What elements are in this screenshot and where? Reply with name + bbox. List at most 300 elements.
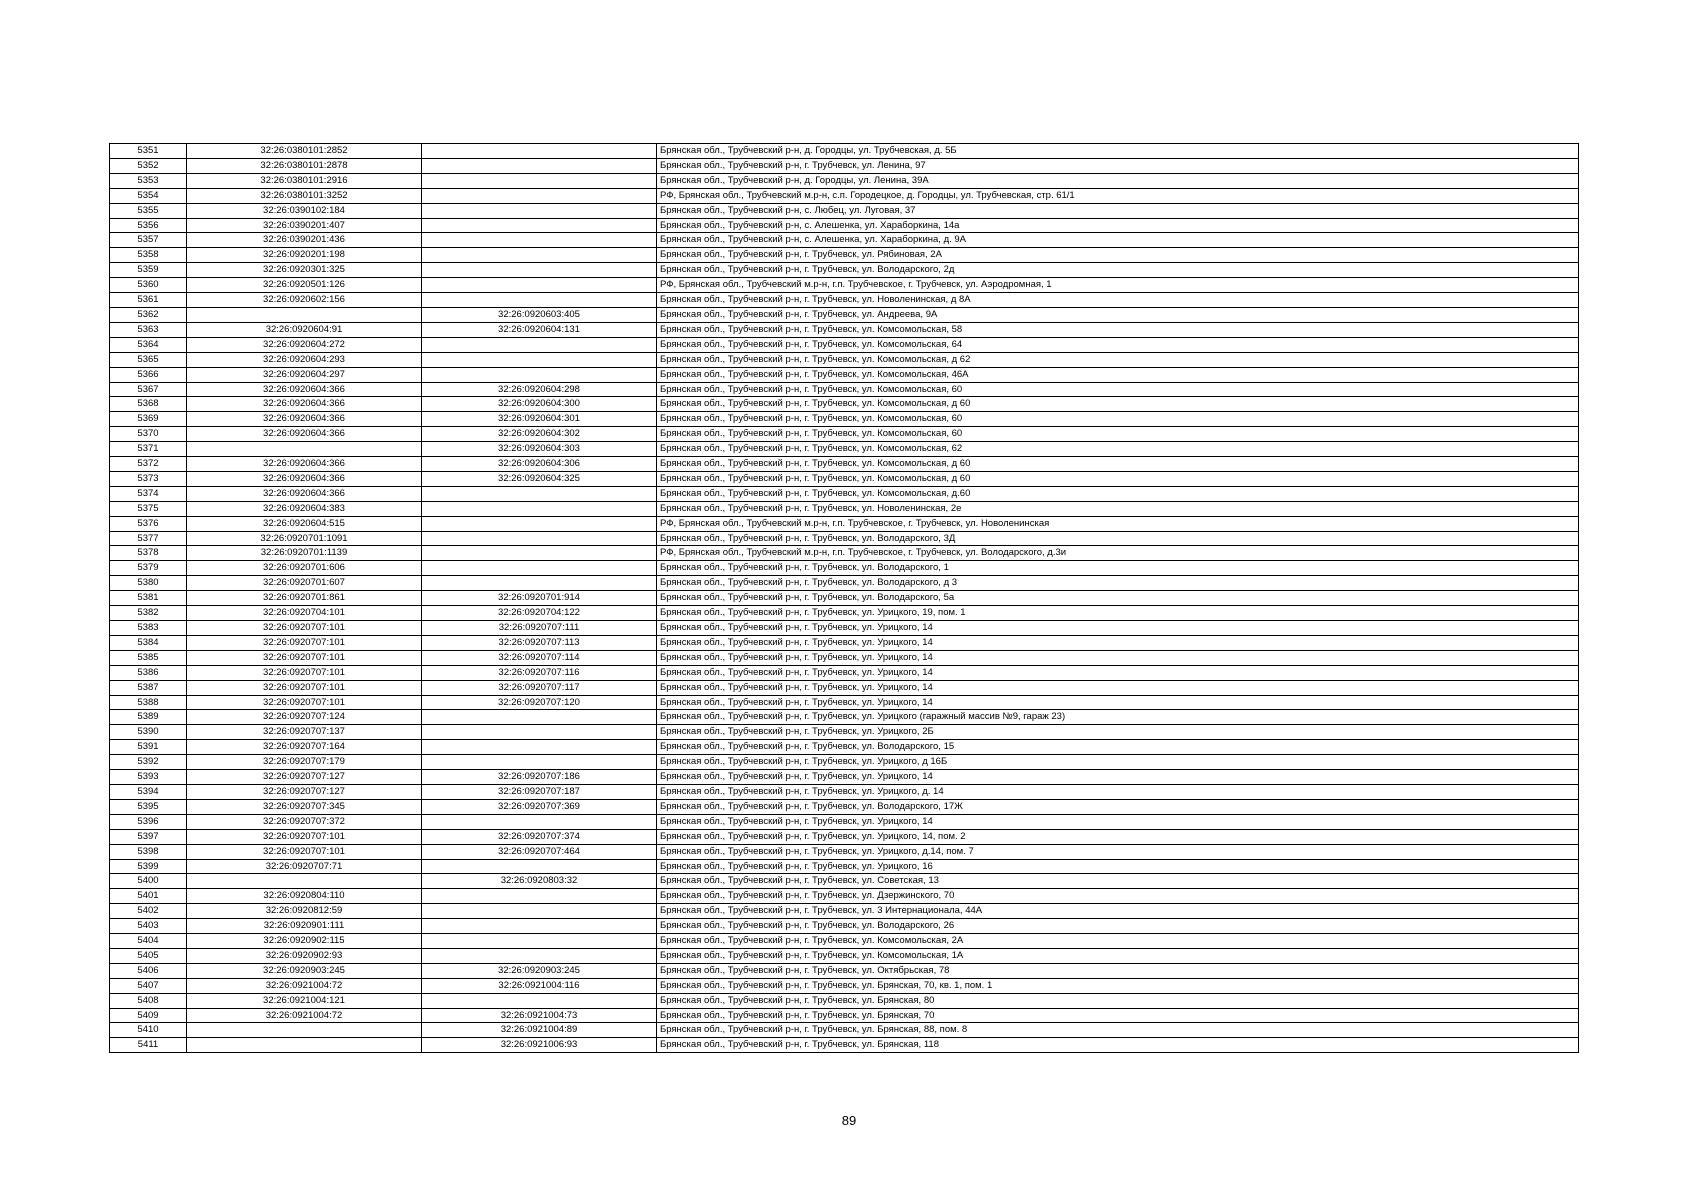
cadastral-number-cell: 32:26:0920704:101 [187, 606, 422, 621]
related-cadastral-number-cell [422, 993, 657, 1008]
address-cell: Брянская обл., Трубчевский р-н, г. Трубчевск, ул. Урицкого (гаражный массив №9, гараж 23) [657, 710, 1579, 725]
table-row [110, 665, 1579, 680]
address-cell: Брянская обл., Трубчевский р-н, г. Трубчевск, ул. Брянская, 88, пом. 8 [657, 1023, 1579, 1038]
table-row [110, 337, 1579, 352]
table-row [110, 307, 1579, 322]
address-cell: Брянская обл., Трубчевский р-н, г. Трубчевск, ул. Комсомольская, 60 [657, 382, 1579, 397]
related-cadastral-number-cell: 32:26:0921004:89 [422, 1023, 657, 1038]
related-cadastral-number-cell [422, 367, 657, 382]
related-cadastral-number-cell: 32:26:0920803:32 [422, 874, 657, 889]
related-cadastral-number-cell [422, 516, 657, 531]
table-row [110, 188, 1579, 203]
address-cell: РФ, Брянская обл., Трубчевский м.р-н, г.п. Трубчевское, г. Трубчевск, ул. Володарского, д.3и [657, 546, 1579, 561]
address-cell: Брянская обл., Трубчевский р-н, г. Трубчевск, ул. Урицкого, 14 [657, 650, 1579, 665]
table-row [110, 799, 1579, 814]
table-row [110, 263, 1579, 278]
table-row [110, 427, 1579, 442]
address-cell: Брянская обл., Трубчевский р-н, г. Трубчевск, ул. Урицкого, д. 14 [657, 784, 1579, 799]
row-number: 5353 [110, 173, 187, 188]
row-number: 5394 [110, 784, 187, 799]
row-number: 5406 [110, 963, 187, 978]
address-cell: Брянская обл., Трубчевский р-н, г. Трубчевск, ул. Комсомольская, 64 [657, 337, 1579, 352]
related-cadastral-number-cell [422, 293, 657, 308]
row-number: 5411 [110, 1038, 187, 1053]
related-cadastral-number-cell [422, 263, 657, 278]
address-cell: Брянская обл., Трубчевский р-н, г. Трубчевск, ул. Володарского, 3Д [657, 531, 1579, 546]
cadastral-number-cell: 32:26:0920301:325 [187, 263, 422, 278]
address-cell: Брянская обл., Трубчевский р-н, г. Трубчевск, ул. Володарского, 26 [657, 919, 1579, 934]
cadastral-number-cell: 32:26:0920901:111 [187, 919, 422, 934]
related-cadastral-number-cell [422, 934, 657, 949]
related-cadastral-number-cell [422, 188, 657, 203]
address-cell: Брянская обл., Трубчевский р-н, г. Трубчевск, ул. Дзержинского, 70 [657, 889, 1579, 904]
related-cadastral-number-cell [422, 546, 657, 561]
address-cell: Брянская обл., Трубчевский р-н, г. Трубчевск, ул. Брянская, 70 [657, 1008, 1579, 1023]
address-cell: Брянская обл., Трубчевский р-н, г. Трубчевск, ул. Урицкого, 14 [657, 695, 1579, 710]
row-number: 5408 [110, 993, 187, 1008]
cadastral-number-cell: 32:26:0921004:121 [187, 993, 422, 1008]
address-cell: Брянская обл., Трубчевский р-н, г. Трубчевск, ул. Володарского, 15 [657, 740, 1579, 755]
row-number: 5364 [110, 337, 187, 352]
related-cadastral-number-cell [422, 755, 657, 770]
table-row [110, 546, 1579, 561]
related-cadastral-number-cell: 32:26:0920604:301 [422, 412, 657, 427]
row-number: 5355 [110, 203, 187, 218]
address-cell: Брянская обл., Трубчевский р-н, г. Трубчевск, ул. Новоленинская, 2е [657, 501, 1579, 516]
row-number: 5370 [110, 427, 187, 442]
related-cadastral-number-cell [422, 725, 657, 740]
row-number: 5359 [110, 263, 187, 278]
cadastral-number-cell: 32:26:0920707:101 [187, 635, 422, 650]
related-cadastral-number-cell: 32:26:0920707:114 [422, 650, 657, 665]
cadastral-number-cell: 32:26:0920701:607 [187, 576, 422, 591]
table-row [110, 367, 1579, 382]
registry-table-body [110, 144, 1579, 1053]
address-cell: Брянская обл., Трубчевский р-н, г. Трубчевск, ул. Советская, 13 [657, 874, 1579, 889]
cadastral-number-cell: 32:26:0920604:91 [187, 322, 422, 337]
row-number: 5392 [110, 755, 187, 770]
cadastral-number-cell: 32:26:0921004:72 [187, 1008, 422, 1023]
related-cadastral-number-cell: 32:26:0920704:122 [422, 606, 657, 621]
cadastral-number-cell: 32:26:0380101:2878 [187, 158, 422, 173]
cadastral-number-cell: 32:26:0920707:101 [187, 844, 422, 859]
related-cadastral-number-cell: 32:26:0921006:93 [422, 1038, 657, 1053]
address-cell: Брянская обл., Трубчевский р-н, г. Трубчевск, ул. Урицкого, 14 [657, 635, 1579, 650]
address-cell: Брянская обл., Трубчевский р-н, г. Трубчевск, ул. Урицкого, 14 [657, 814, 1579, 829]
related-cadastral-number-cell [422, 859, 657, 874]
cadastral-number-cell: 32:26:0920707:71 [187, 859, 422, 874]
related-cadastral-number-cell: 32:26:0920707:111 [422, 621, 657, 636]
row-number: 5376 [110, 516, 187, 531]
row-number: 5409 [110, 1008, 187, 1023]
related-cadastral-number-cell: 32:26:0921004:73 [422, 1008, 657, 1023]
address-cell: Брянская обл., Трубчевский р-н, г. Трубчевск, ул. Урицкого, д.14, пом. 7 [657, 844, 1579, 859]
row-number: 5352 [110, 158, 187, 173]
cadastral-number-cell: 32:26:0920701:1091 [187, 531, 422, 546]
related-cadastral-number-cell [422, 919, 657, 934]
related-cadastral-number-cell: 32:26:0921004:116 [422, 978, 657, 993]
row-number: 5384 [110, 635, 187, 650]
table-row [110, 158, 1579, 173]
cadastral-number-cell: 32:26:0920604:366 [187, 397, 422, 412]
table-row [110, 144, 1579, 159]
address-cell: Брянская обл., Трубчевский р-н, с. Любец, ул. Луговая, 37 [657, 203, 1579, 218]
address-cell: Брянская обл., Трубчевский р-н, г. Трубчевск, ул. Урицкого, 14 [657, 680, 1579, 695]
address-cell: Брянская обл., Трубчевский р-н, г. Трубчевск, ул. Урицкого, 14, пом. 2 [657, 829, 1579, 844]
table-row [110, 650, 1579, 665]
table-row [110, 993, 1579, 1008]
table-row [110, 293, 1579, 308]
address-cell: Брянская обл., Трубчевский р-н, г. Трубчевск, ул. Андреева, 9А [657, 307, 1579, 322]
cadastral-number-cell: 32:26:0920604:515 [187, 516, 422, 531]
related-cadastral-number-cell [422, 948, 657, 963]
table-row [110, 889, 1579, 904]
row-number: 5356 [110, 218, 187, 233]
table-row [110, 635, 1579, 650]
table-row [110, 784, 1579, 799]
address-cell: Брянская обл., Трубчевский р-н, г. Трубчевск, ул. Комсомольская, 60 [657, 427, 1579, 442]
address-cell: Брянская обл., Трубчевский р-н, г. Трубчевск, ул. Урицкого, 14 [657, 770, 1579, 785]
cadastral-number-cell: 32:26:0920701:606 [187, 561, 422, 576]
address-cell: Брянская обл., Трубчевский р-н, г. Трубчевск, ул. Урицкого, 14 [657, 621, 1579, 636]
related-cadastral-number-cell: 32:26:0920707:369 [422, 799, 657, 814]
row-number: 5363 [110, 322, 187, 337]
address-cell: РФ, Брянская обл., Трубчевский м.р-н, г.п. Трубчевское, г. Трубчевск, ул. Аэродромная, 1 [657, 278, 1579, 293]
row-number: 5387 [110, 680, 187, 695]
row-number: 5401 [110, 889, 187, 904]
related-cadastral-number-cell: 32:26:0920604:302 [422, 427, 657, 442]
address-cell: Брянская обл., Трубчевский р-н, д. Городцы, ул. Ленина, 39А [657, 173, 1579, 188]
cadastral-number-cell: 32:26:0920707:127 [187, 770, 422, 785]
related-cadastral-number-cell: 32:26:0920707:374 [422, 829, 657, 844]
related-cadastral-number-cell [422, 710, 657, 725]
cadastral-number-cell: 32:26:0920604:366 [187, 457, 422, 472]
cadastral-number-cell: 32:26:0920707:164 [187, 740, 422, 755]
row-number: 5389 [110, 710, 187, 725]
address-cell: Брянская обл., Трубчевский р-н, г. Трубчевск, ул. Урицкого, 19, пом. 1 [657, 606, 1579, 621]
address-cell: Брянская обл., Трубчевский р-н, г. Трубчевск, ул. Октябрьская, 78 [657, 963, 1579, 978]
table-row [110, 948, 1579, 963]
cadastral-number-cell: 32:26:0920604:272 [187, 337, 422, 352]
row-number: 5365 [110, 352, 187, 367]
address-cell: Брянская обл., Трубчевский р-н, г. Трубчевск, ул. Комсомольская, д 60 [657, 457, 1579, 472]
table-row [110, 814, 1579, 829]
row-number: 5407 [110, 978, 187, 993]
cadastral-number-cell: 32:26:0920903:245 [187, 963, 422, 978]
row-number: 5371 [110, 442, 187, 457]
row-number: 5354 [110, 188, 187, 203]
related-cadastral-number-cell [422, 501, 657, 516]
cadastral-number-cell: 32:26:0920501:126 [187, 278, 422, 293]
table-row [110, 561, 1579, 576]
table-row [110, 874, 1579, 889]
related-cadastral-number-cell: 32:26:0920707:113 [422, 635, 657, 650]
row-number: 5410 [110, 1023, 187, 1038]
address-cell: Брянская обл., Трубчевский р-н, с. Алешенка, ул. Хараборкина, д. 9А [657, 233, 1579, 248]
address-cell: Брянская обл., Трубчевский р-н, г. Трубчевск, ул. Комсомольская, 62 [657, 442, 1579, 457]
table-row [110, 352, 1579, 367]
row-number: 5396 [110, 814, 187, 829]
address-cell: Брянская обл., Трубчевский р-н, г. Трубчевск, ул. Комсомольская, д 60 [657, 397, 1579, 412]
cadastral-number-cell: 32:26:0920604:366 [187, 427, 422, 442]
cadastral-number-cell: 32:26:0390102:184 [187, 203, 422, 218]
table-row [110, 457, 1579, 472]
cadastral-number-cell: 32:26:0920707:101 [187, 621, 422, 636]
address-cell: Брянская обл., Трубчевский р-н, г. Трубчевск, ул. Рябиновая, 2А [657, 248, 1579, 263]
related-cadastral-number-cell [422, 486, 657, 501]
table-row [110, 710, 1579, 725]
related-cadastral-number-cell: 32:26:0920707:464 [422, 844, 657, 859]
related-cadastral-number-cell: 32:26:0920604:325 [422, 471, 657, 486]
related-cadastral-number-cell [422, 248, 657, 263]
table-row [110, 978, 1579, 993]
cadastral-number-cell: 32:26:0380101:2916 [187, 173, 422, 188]
table-row [110, 934, 1579, 949]
cadastral-number-cell: 32:26:0920707:137 [187, 725, 422, 740]
cadastral-number-cell: 32:26:0920604:366 [187, 486, 422, 501]
cadastral-number-cell: 32:26:0380101:3252 [187, 188, 422, 203]
address-cell: Брянская обл., Трубчевский р-н, г. Трубчевск, ул. Брянская, 80 [657, 993, 1579, 1008]
related-cadastral-number-cell [422, 576, 657, 591]
cadastral-number-cell: 32:26:0920201:198 [187, 248, 422, 263]
row-number: 5404 [110, 934, 187, 949]
cadastral-number-cell [187, 442, 422, 457]
cadastral-number-cell: 32:26:0390201:407 [187, 218, 422, 233]
row-number: 5391 [110, 740, 187, 755]
row-number: 5385 [110, 650, 187, 665]
related-cadastral-number-cell: 32:26:0920707:187 [422, 784, 657, 799]
row-number: 5372 [110, 457, 187, 472]
related-cadastral-number-cell [422, 352, 657, 367]
table-row [110, 695, 1579, 710]
row-number: 5374 [110, 486, 187, 501]
address-cell: РФ, Брянская обл., Трубчевский м.р-н, с.п. Городецкое, д. Городцы, ул. Трубчевская, стр. 61/1 [657, 188, 1579, 203]
cadastral-number-cell: 32:26:0920604:366 [187, 471, 422, 486]
address-cell: Брянская обл., Трубчевский р-н, г. Трубчевск, ул. Комсомольская, 46А [657, 367, 1579, 382]
related-cadastral-number-cell: 32:26:0920604:131 [422, 322, 657, 337]
address-cell: Брянская обл., Трубчевский р-н, г. Трубчевск, ул. Комсомольская, 58 [657, 322, 1579, 337]
address-cell: Брянская обл., Трубчевский р-н, г. Трубчевск, ул. Володарского, 5а [657, 591, 1579, 606]
address-cell: Брянская обл., Трубчевский р-н, г. Трубчевск, ул. 3 Интернационала, 44А [657, 904, 1579, 919]
related-cadastral-number-cell [422, 203, 657, 218]
address-cell: Брянская обл., Трубчевский р-н, г. Трубчевск, ул. Ленина, 97 [657, 158, 1579, 173]
row-number: 5351 [110, 144, 187, 159]
related-cadastral-number-cell: 32:26:0920707:120 [422, 695, 657, 710]
table-row [110, 516, 1579, 531]
cadastral-number-cell: 32:26:0920701:1139 [187, 546, 422, 561]
row-number: 5386 [110, 665, 187, 680]
cadastral-number-cell: 32:26:0920812:59 [187, 904, 422, 919]
related-cadastral-number-cell [422, 889, 657, 904]
cadastral-number-cell: 32:26:0920707:101 [187, 680, 422, 695]
cadastral-number-cell [187, 307, 422, 322]
address-cell: Брянская обл., Трубчевский р-н, г. Трубчевск, ул. Комсомольская, д 60 [657, 471, 1579, 486]
address-cell: Брянская обл., Трубчевский р-н, д. Городцы, ул. Трубчевская, д. 5Б [657, 144, 1579, 159]
row-number: 5393 [110, 770, 187, 785]
row-number: 5398 [110, 844, 187, 859]
table-row [110, 218, 1579, 233]
cadastral-number-cell: 32:26:0920902:115 [187, 934, 422, 949]
table-row [110, 486, 1579, 501]
address-cell: Брянская обл., Трубчевский р-н, г. Трубчевск, ул. Володарского, 2д [657, 263, 1579, 278]
table-row [110, 1023, 1579, 1038]
table-row [110, 859, 1579, 874]
row-number: 5383 [110, 621, 187, 636]
row-number: 5361 [110, 293, 187, 308]
table-row [110, 233, 1579, 248]
cadastral-number-cell: 32:26:0921004:72 [187, 978, 422, 993]
address-cell: Брянская обл., Трубчевский р-н, г. Трубчевск, ул. Комсомольская, д 62 [657, 352, 1579, 367]
related-cadastral-number-cell: 32:26:0920604:300 [422, 397, 657, 412]
table-row [110, 397, 1579, 412]
cadastral-number-cell: 32:26:0920804:110 [187, 889, 422, 904]
cadastral-number-cell: 32:26:0920604:293 [187, 352, 422, 367]
row-number: 5380 [110, 576, 187, 591]
table-row [110, 531, 1579, 546]
cadastral-number-cell: 32:26:0920604:297 [187, 367, 422, 382]
table-row [110, 621, 1579, 636]
address-cell: Брянская обл., Трубчевский р-н, с. Алешенка, ул. Хараборкина, 14а [657, 218, 1579, 233]
row-number: 5379 [110, 561, 187, 576]
row-number: 5357 [110, 233, 187, 248]
related-cadastral-number-cell: 32:26:0920701:914 [422, 591, 657, 606]
table-row [110, 278, 1579, 293]
row-number: 5366 [110, 367, 187, 382]
related-cadastral-number-cell [422, 337, 657, 352]
table-row [110, 471, 1579, 486]
cadastral-number-cell: 32:26:0920902:93 [187, 948, 422, 963]
row-number: 5402 [110, 904, 187, 919]
table-row [110, 412, 1579, 427]
cadastral-number-cell [187, 874, 422, 889]
address-cell: Брянская обл., Трубчевский р-н, г. Трубчевск, ул. Комсомольская, 60 [657, 412, 1579, 427]
address-cell: Брянская обл., Трубчевский р-н, г. Трубчевск, ул. Брянская, 70, кв. 1, пом. 1 [657, 978, 1579, 993]
address-cell: Брянская обл., Трубчевский р-н, г. Трубчевск, ул. Комсомольская, 1А [657, 948, 1579, 963]
related-cadastral-number-cell [422, 278, 657, 293]
table-row [110, 606, 1579, 621]
related-cadastral-number-cell [422, 218, 657, 233]
address-cell: Брянская обл., Трубчевский р-н, г. Трубчевск, ул. Брянская, 118 [657, 1038, 1579, 1053]
row-number: 5358 [110, 248, 187, 263]
table-row [110, 442, 1579, 457]
row-number: 5368 [110, 397, 187, 412]
table-row [110, 203, 1579, 218]
cadastral-number-cell: 32:26:0920701:861 [187, 591, 422, 606]
row-number: 5400 [110, 874, 187, 889]
cadastral-number-cell: 32:26:0390201:436 [187, 233, 422, 248]
row-number: 5360 [110, 278, 187, 293]
row-number: 5403 [110, 919, 187, 934]
row-number: 5395 [110, 799, 187, 814]
address-cell: РФ, Брянская обл., Трубчевский м.р-н, г.п. Трубчевское, г. Трубчевск, ул. Новоленинская [657, 516, 1579, 531]
table-row [110, 844, 1579, 859]
address-cell: Брянская обл., Трубчевский р-н, г. Трубчевск, ул. Урицкого, 16 [657, 859, 1579, 874]
row-number: 5388 [110, 695, 187, 710]
table-row [110, 740, 1579, 755]
related-cadastral-number-cell [422, 740, 657, 755]
table-row [110, 829, 1579, 844]
cadastral-number-cell: 32:26:0920707:345 [187, 799, 422, 814]
address-cell: Брянская обл., Трубчевский р-н, г. Трубчевск, ул. Володарского, 1 [657, 561, 1579, 576]
related-cadastral-number-cell: 32:26:0920707:117 [422, 680, 657, 695]
address-cell: Брянская обл., Трубчевский р-н, г. Трубчевск, ул. Володарского, д 3 [657, 576, 1579, 591]
table-row [110, 904, 1579, 919]
related-cadastral-number-cell [422, 561, 657, 576]
related-cadastral-number-cell [422, 233, 657, 248]
table-row [110, 1038, 1579, 1053]
related-cadastral-number-cell: 32:26:0920707:116 [422, 665, 657, 680]
address-cell: Брянская обл., Трубчевский р-н, г. Трубчевск, ул. Урицкого, 2Б [657, 725, 1579, 740]
related-cadastral-number-cell: 32:26:0920604:306 [422, 457, 657, 472]
related-cadastral-number-cell: 32:26:0920903:245 [422, 963, 657, 978]
row-number: 5375 [110, 501, 187, 516]
cadastral-number-cell: 32:26:0920707:179 [187, 755, 422, 770]
related-cadastral-number-cell: 32:26:0920603:405 [422, 307, 657, 322]
related-cadastral-number-cell [422, 904, 657, 919]
cadastral-number-cell [187, 1023, 422, 1038]
document-sheet [109, 143, 1579, 1053]
cadastral-number-cell: 32:26:0920707:127 [187, 784, 422, 799]
cadastral-number-cell: 32:26:0920707:101 [187, 829, 422, 844]
cadastral-number-cell: 32:26:0920707:124 [187, 710, 422, 725]
row-number: 5378 [110, 546, 187, 561]
related-cadastral-number-cell [422, 144, 657, 159]
table-row [110, 591, 1579, 606]
table-row [110, 680, 1579, 695]
table-row [110, 173, 1579, 188]
cadastral-number-cell: 32:26:0920707:101 [187, 650, 422, 665]
row-number: 5369 [110, 412, 187, 427]
related-cadastral-number-cell: 32:26:0920604:298 [422, 382, 657, 397]
page-number: 89 [841, 1113, 857, 1128]
cadastral-number-cell [187, 1038, 422, 1053]
row-number: 5377 [110, 531, 187, 546]
table-row [110, 501, 1579, 516]
table-row [110, 1008, 1579, 1023]
related-cadastral-number-cell [422, 158, 657, 173]
cadastral-number-cell: 32:26:0920707:372 [187, 814, 422, 829]
table-row [110, 248, 1579, 263]
row-number: 5367 [110, 382, 187, 397]
address-cell: Брянская обл., Трубчевский р-н, г. Трубчевск, ул. Урицкого, 14 [657, 665, 1579, 680]
row-number: 5399 [110, 859, 187, 874]
cadastral-number-cell: 32:26:0380101:2852 [187, 144, 422, 159]
related-cadastral-number-cell [422, 814, 657, 829]
related-cadastral-number-cell [422, 173, 657, 188]
cadastral-number-cell: 32:26:0920707:101 [187, 695, 422, 710]
cadastral-number-cell: 32:26:0920604:383 [187, 501, 422, 516]
address-cell: Брянская обл., Трубчевский р-н, г. Трубчевск, ул. Володарского, 17Ж [657, 799, 1579, 814]
cadastral-number-cell: 32:26:0920604:366 [187, 412, 422, 427]
table-row [110, 576, 1579, 591]
row-number: 5362 [110, 307, 187, 322]
table-row [110, 919, 1579, 934]
cadastral-number-cell: 32:26:0920602:156 [187, 293, 422, 308]
table-row [110, 770, 1579, 785]
address-cell: Брянская обл., Трубчевский р-н, г. Трубчевск, ул. Урицкого, д 16Б [657, 755, 1579, 770]
related-cadastral-number-cell: 32:26:0920707:186 [422, 770, 657, 785]
table-row [110, 725, 1579, 740]
table-row [110, 755, 1579, 770]
row-number: 5405 [110, 948, 187, 963]
table-row [110, 322, 1579, 337]
registry-table [109, 143, 1579, 1053]
row-number: 5381 [110, 591, 187, 606]
related-cadastral-number-cell [422, 531, 657, 546]
row-number: 5382 [110, 606, 187, 621]
row-number: 5390 [110, 725, 187, 740]
table-row [110, 963, 1579, 978]
